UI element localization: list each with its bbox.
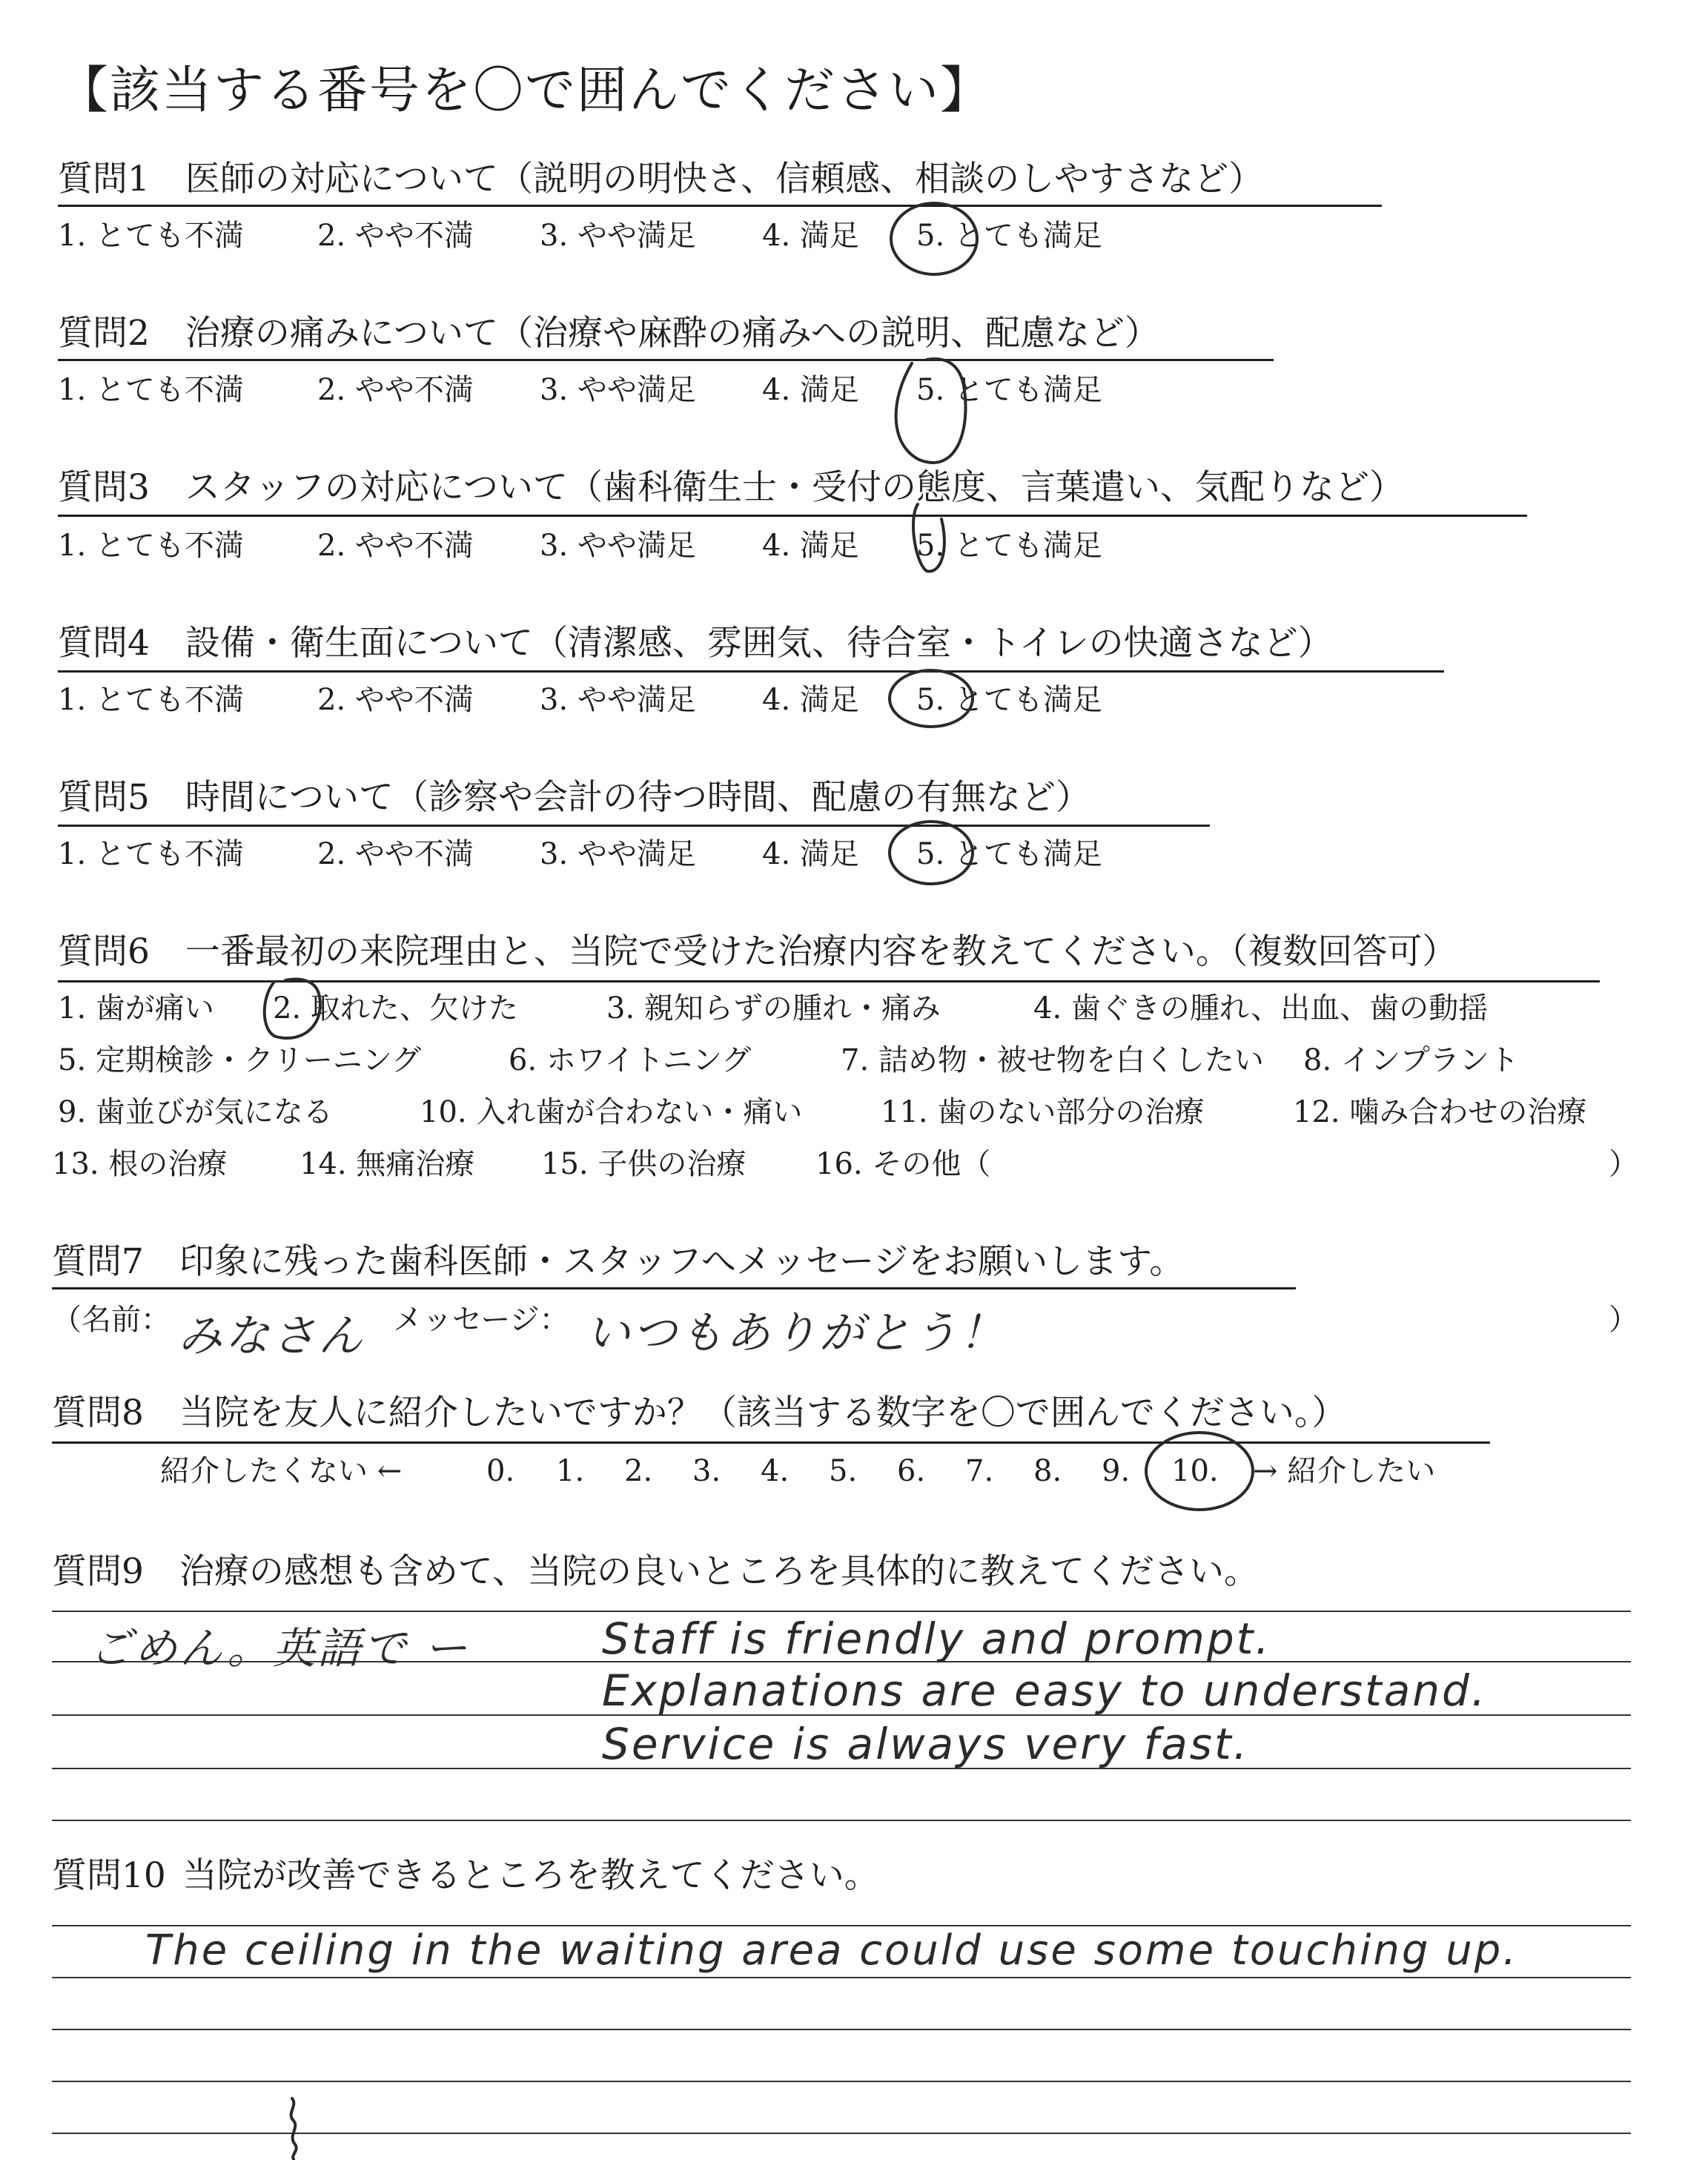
question-label: 質問4 [58, 623, 150, 664]
question-text: 当院を友人に紹介したいですか？（該当する数字を〇で囲んでください。） [179, 1393, 1347, 1433]
question-text: 時間について（診察や会計の待つ時間、配慮の有無など） [185, 777, 1090, 818]
q6-option-5[interactable]: 5. 定期検診・クリーニング [58, 1043, 422, 1077]
q6-selected-circle [265, 980, 320, 1038]
question-label: 質問2 [58, 313, 150, 354]
scale-right-label: → 紹介したい [1253, 1454, 1436, 1488]
scale-3[interactable]: 3. [692, 1454, 721, 1488]
scale-10[interactable]: 10. [1171, 1454, 1219, 1488]
q6-option-1[interactable]: 1. 歯が痛い [58, 991, 214, 1025]
question-label: 質問6 [58, 931, 150, 972]
page-title: 【該当する番号を〇で囲んでください】 [58, 62, 993, 120]
option-3[interactable]: 3. やや満足 [540, 683, 696, 717]
scale-8[interactable]: 8. [1033, 1454, 1062, 1488]
option-5[interactable]: 5. とても満足 [916, 219, 1102, 253]
question-label: 質問5 [58, 777, 150, 818]
scale-4[interactable]: 4. [761, 1454, 790, 1488]
option-2[interactable]: 2. やや不満 [317, 837, 474, 871]
option-4[interactable]: 4. 満足 [762, 837, 859, 871]
q6-option-8[interactable]: 8. インプラント [1303, 1043, 1519, 1077]
scale-0[interactable]: 0. [486, 1454, 515, 1488]
q9-answer-line-1[interactable]: Staff is friendly and prompt. [602, 1614, 1271, 1664]
option-1[interactable]: 1. とても不満 [58, 529, 244, 563]
q6-option-2[interactable]: 2. 取れた、欠けた [273, 991, 518, 1025]
q6-option-4[interactable]: 4. 歯ぐきの腫れ、出血、歯の動揺 [1033, 991, 1489, 1025]
question-text: 印象に残った歯科医師・スタッフへメッセージをお願いします。 [179, 1241, 1185, 1282]
question-label: 質問10 [52, 1855, 166, 1896]
question-text: 設備・衛生面について（清潔感、雰囲気、待合室・トイレの快適さなど） [185, 623, 1333, 664]
scale-9[interactable]: 9. [1102, 1454, 1131, 1488]
message-label: メッセージ： [393, 1303, 569, 1337]
q6-option-3[interactable]: 3. 親知らずの腫れ・痛み [606, 991, 941, 1025]
close-paren: ） [1609, 1303, 1638, 1337]
scale-5[interactable]: 5. [829, 1454, 858, 1488]
option-5[interactable]: 5. とても満足 [916, 529, 1102, 563]
option-1[interactable]: 1. とても不満 [58, 373, 244, 407]
question-label: 質問1 [58, 159, 150, 199]
question-label: 質問9 [52, 1551, 144, 1592]
question-label: 質問7 [52, 1241, 144, 1282]
q4-selected-circle [890, 670, 973, 727]
option-3[interactable]: 3. やや満足 [540, 219, 696, 253]
scale-6[interactable]: 6. [897, 1454, 926, 1488]
q6-option-10[interactable]: 10. 入れ歯が合わない・痛い [420, 1095, 803, 1129]
scale-1[interactable]: 1. [556, 1454, 585, 1488]
q6-option-7[interactable]: 7. 詰め物・被せ物を白くしたい [841, 1043, 1264, 1077]
question-text: 当院が改善できるところを教えてください。 [182, 1855, 879, 1896]
name-value[interactable]: みなさん [178, 1310, 365, 1362]
q6-option-16[interactable]: 16. その他（ [815, 1147, 991, 1181]
q6-option-12[interactable]: 12. 噛み合わせの治療 [1293, 1095, 1587, 1129]
q2-selected-circle [896, 359, 966, 463]
q9-answer-line-2[interactable]: Explanations are easy to understand. [602, 1665, 1488, 1716]
option-5[interactable]: 5. とても満足 [916, 373, 1102, 407]
q6-option-6[interactable]: 6. ホワイトニング [509, 1043, 752, 1077]
option-4[interactable]: 4. 満足 [762, 219, 859, 253]
option-1[interactable]: 1. とても不満 [58, 837, 244, 871]
option-2[interactable]: 2. やや不満 [317, 683, 474, 717]
message-value[interactable]: いつもありがとう！ [586, 1307, 1006, 1359]
q6-option-9[interactable]: 9. 歯並びが気になる [58, 1095, 333, 1129]
scale-left-label: 紹介したくない ← [160, 1454, 403, 1488]
q10-answer-line-1[interactable]: The ceiling in the waiting area could use some touching up. [145, 1926, 1519, 1975]
q6-option-11[interactable]: 11. 歯のない部分の治療 [881, 1095, 1205, 1129]
q9-answer-prefix[interactable]: ごめん。英語で ー [89, 1623, 469, 1674]
scale-2[interactable]: 2. [624, 1454, 653, 1488]
option-3[interactable]: 3. やや満足 [540, 529, 696, 563]
option-4[interactable]: 4. 満足 [762, 373, 859, 407]
option-2[interactable]: 2. やや不満 [317, 219, 474, 253]
question-text: 治療の感想も含めて、当院の良いところを具体的に教えてください。 [179, 1551, 1259, 1592]
question-text: 治療の痛みについて（治療や麻酔の痛みへの説明、配慮など） [185, 313, 1160, 354]
q6-option-14[interactable]: 14. 無痛治療 [299, 1147, 475, 1181]
option-4[interactable]: 4. 満足 [762, 683, 859, 717]
option-4[interactable]: 4. 満足 [762, 529, 859, 563]
q5-selected-circle [890, 822, 973, 884]
question-label: 質問3 [58, 467, 150, 508]
q9-answer-line-3[interactable]: Service is always very fast. [602, 1719, 1250, 1769]
q6-option-15[interactable]: 15. 子供の治療 [541, 1147, 747, 1181]
question-text: 一番最初の来院理由と、当院で受けた治療内容を教えてください。（複数回答可） [185, 931, 1457, 972]
scale-7[interactable]: 7. [965, 1454, 994, 1488]
option-3[interactable]: 3. やや満足 [540, 373, 696, 407]
question-text: スタッフの対応について（歯科衛生士・受付の態度、言葉遣い、気配りなど） [185, 467, 1404, 508]
question-label: 質問8 [52, 1393, 144, 1433]
name-label: （名前： [52, 1303, 171, 1337]
question-text: 医師の対応について（説明の明快さ、信頼感、相談のしやすさなど） [185, 159, 1264, 199]
option-5[interactable]: 5. とても満足 [916, 837, 1102, 871]
option-1[interactable]: 1. とても不満 [58, 219, 244, 253]
close-paren: ） [1609, 1147, 1638, 1181]
q3-selected-circle [913, 504, 944, 571]
q8-selected-circle [1146, 1433, 1253, 1510]
q6-option-13[interactable]: 13. 根の治療 [52, 1147, 228, 1181]
option-3[interactable]: 3. やや満足 [540, 837, 696, 871]
option-5[interactable]: 5. とても満足 [916, 683, 1102, 717]
q10-line-mark [291, 2098, 297, 2159]
option-1[interactable]: 1. とても不満 [58, 683, 244, 717]
q1-selected-circle [891, 203, 977, 274]
option-2[interactable]: 2. やや不満 [317, 529, 474, 563]
option-2[interactable]: 2. やや不満 [317, 373, 474, 407]
